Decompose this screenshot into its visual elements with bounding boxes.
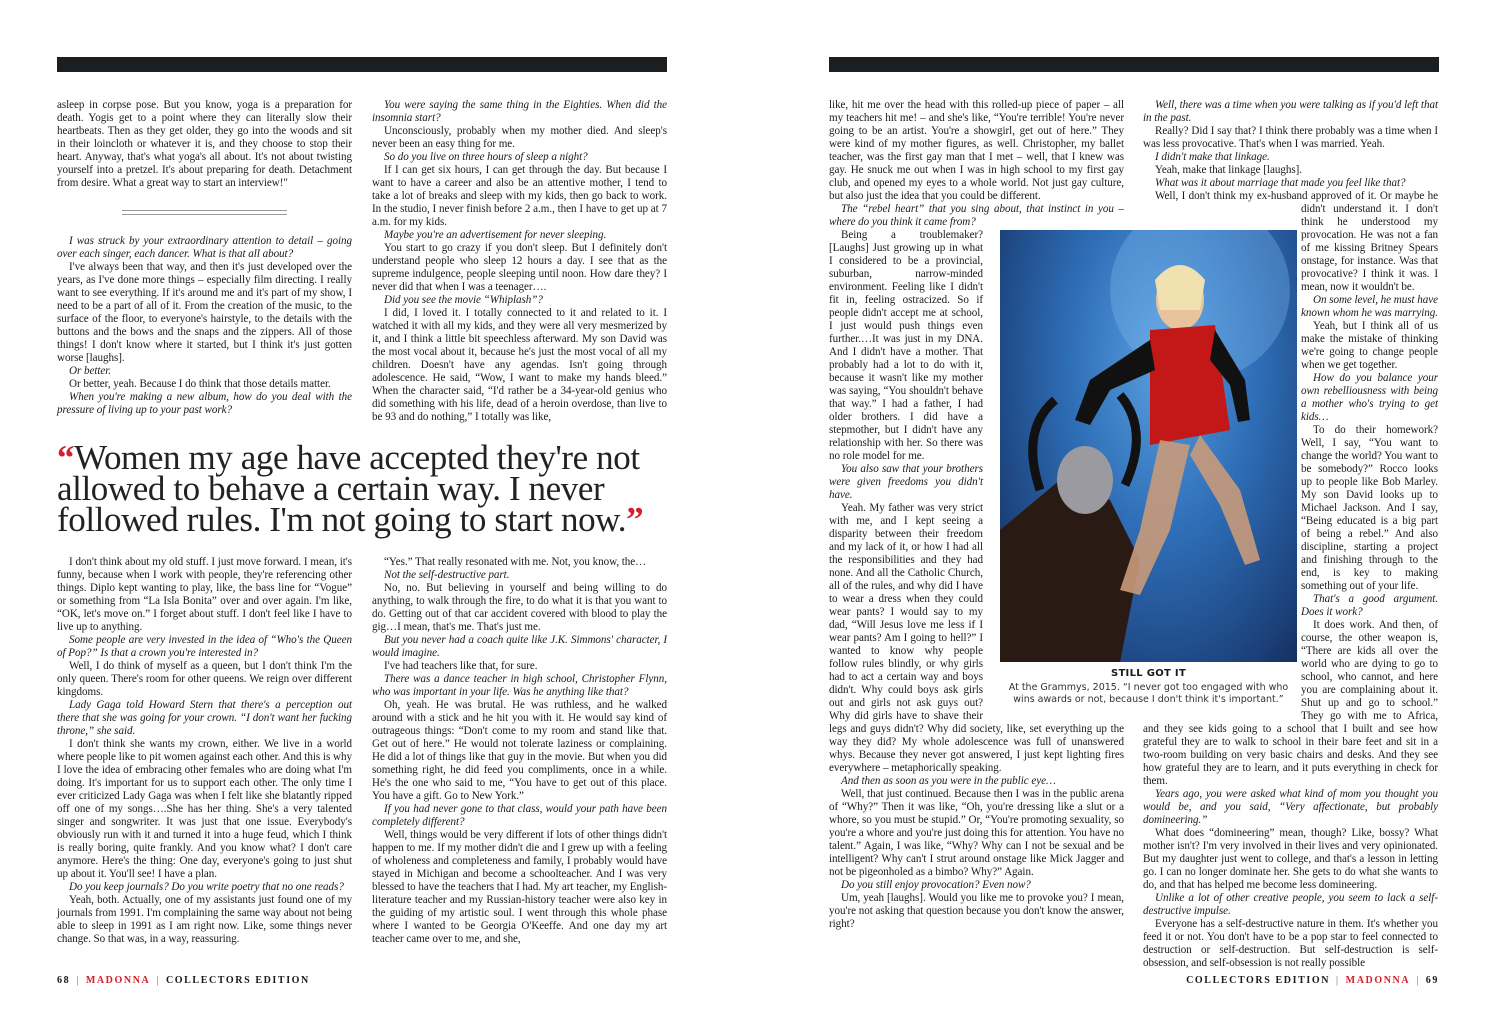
interview-answer: What does “domineering” mean, though? Like, bossy? What mother isn't? I'm very involved in their lives and very opinionated. But my daughter just went to college, and that's a lesson in letting go. I can no longer dominate her. She gets to do what she wants to do, and that has helped me become less domineering. — [1143, 827, 1438, 891]
interview-answer: Yeah, but I think all of us make the mistake of thinking we're going to change people when we get together. — [1301, 320, 1438, 371]
section-divider — [122, 210, 287, 215]
concert-photo — [1000, 230, 1297, 662]
interview-answer: Yeah, both. Actually, one of my assistants just found one of my journals from 1991. I'm complaining the same way about not being able to sleep in 1991 as I am right now. Like, some things never change. So that was, in a way, reassuring. — [57, 894, 352, 945]
left-col1-bottom — [57, 556, 352, 946]
left-footer: 68 | MADONNA | COLLECTORS EDITION — [57, 975, 310, 986]
interview-question: The “rebel heart” that you sing about, that instinct in you – where do you think it came from? — [829, 203, 1124, 228]
interview-question: Do you still enjoy provocation? Even now? — [841, 879, 1031, 891]
interview-answer: You start to go crazy if you don't sleep. But I definitely don't understand people who sleep 12 hours a day. I see that as the supreme indulgence, people sleeping until noon. How dare they? I never did that when I was a teenager…. — [372, 242, 667, 293]
left-col1-top — [57, 99, 352, 417]
interview-question: And then as soon as you were in the public eye… — [841, 775, 1056, 787]
interview-question: Did you see the movie “Whiplash”? — [384, 294, 543, 306]
interview-question: So do you live on three hours of sleep a night? — [384, 151, 588, 163]
interview-question: How do you balance your own rebelliousness with being a mother who's trying to get kids… — [1301, 372, 1438, 423]
interview-question: You were saying the same thing in the Eighties. When did the insomnia start? — [372, 99, 667, 124]
close-quote-mark: ” — [626, 500, 644, 539]
interview-question: If you had never gone to that class, would your path have been completely different? — [372, 803, 667, 828]
interview-answer: Being a troublemaker? [Laughs] Just growing up in what I considered to be a provincial, suburban, narrow-minded environment. Feeling like I didn't fit in, feeling ostracized. So if people didn't accept me at school, I just would push things even further.…It was just in my DNA. And I didn't have a mother. That probably had a lot to do with it, because it wasn't like my mother was saying, “You shouldn't behave that way.” I had a father, I had older brothers. I did have a stepmother, but I didn't have any relationship with her. So there was no role model for me. — [829, 229, 983, 462]
pull-quote — [57, 438, 677, 539]
interview-answer: like, hit me over the head with this rolled-up piece of paper – all my teachers hit me! – and she's like, “You're terrible! You're never going to be an artist. You're a showgirl, get out of here.” They were kind of my mother figures, as well. Christopher, my ballet teacher, was the first gay man that I met – well, that I knew was gay. He snuck me out when I was in high school to my first gay club, and opened my eyes to a whole world. Not just gay culture, but also just the idea that you could be different. — [829, 99, 1124, 202]
interview-answer: I don't think she wants my crown, either. We live in a world where people like to pit women against each other. And this is why I love the idea of embracing other females who are doing what I'm doing. It's important for us to support each other. The only time I ever criticized Lady Gaga was when I felt like she blatantly ripped off one of my songs….She has her thing. She's a very talented singer and songwriter. It was just that one issue. Everybody's obviously run with it and turned it into a huge feud, which I think is really boring, quite frankly. And you know what? I don't care anymore. Here's the thing: One day, everyone's going to just shut up about it. You'll see! I have a plan. — [57, 738, 352, 880]
interview-answer: Or better, yeah. Because I do think that those details matter. — [69, 378, 331, 390]
caption-text: At the Grammys, 2015. “I never got too engaged with who wins awards or not, because I don't think it's important.” — [1008, 682, 1289, 705]
interview-answer: Everyone has a self-destructive nature in them. It's whether you feed it or not. You don't have to be a pop star to feel connected to destruction or self-destruction. But self-destruction is self-obsession, and self-obsession is not really possible — [1143, 918, 1438, 969]
page-number: 69 — [1425, 975, 1439, 986]
interview-question: Or better. — [69, 365, 112, 377]
interview-answer: I don't think about my old stuff. I just move forward. I mean, it's funny, because when I work with people, they're referencing other things. Diplo kept wanting to play, like, the bass line for “Vogue” or something from “La Isla Bonita” over and over again. I'm like, “OK, let's move on.” I forget about stuff. I don't feel like I have to live up to anything. — [57, 556, 352, 633]
interview-answer: To do their homework? Well, I say, “You want to change the world? You want to be somebody?” Rocco looks up to people like Bob Marley. My son David looks up to Michael Jackson. And I say, “Being educated is a big part of being a rebel.” And also discipline, starting a project and finishing through to the end, is key to making something out of your life. — [1301, 424, 1438, 592]
interview-answer: I've had teachers like that, for sure. — [384, 660, 538, 672]
interview-question: That's a good argument. Does it work? — [1301, 593, 1438, 618]
page-number: 68 — [57, 975, 71, 986]
interview-answer: Unconsciously, probably when my mother died. And sleep's never been an easy thing for me. — [372, 125, 667, 150]
interview-question: Some people are very invested in the idea of “Who's the Queen of Pop?” Is that a crown you're interested in? — [57, 634, 352, 659]
footer-brand: MADONNA — [85, 975, 151, 986]
interview-question: What was it about marriage that made you feel like that? — [1155, 177, 1406, 189]
interview-question: I didn't make that linkage. — [1155, 151, 1270, 163]
interview-answer: Um, yeah [laughs]. Would you like me to provoke you? I mean, you're not asking that question because you don't know the answer, right? — [829, 892, 1124, 930]
photo-caption — [1000, 668, 1297, 706]
interview-answer: Well, things would be very different if lots of other things didn't happen to me. If my mother didn't die and I grew up with a feeling of wholeness and completeness and family, I probably would have stayed in Michigan and become a schoolteacher. And I was very blessed to have the teachers that I had. My art teacher, my English-literature teacher and my Russian-history teacher were also key in the guiding of my artistic soul. I went through this whole phase where I wanted to be Georgia O'Keeffe. And one day my art teacher came over to me, and she, — [372, 829, 667, 945]
caption-title: STILL GOT IT — [1110, 668, 1187, 679]
pull-quote-text: Women my age have accepted they're not allowed to behave a certain way. I never followed rules. I'm not going to start now. — [57, 438, 640, 539]
footer-edition: COLLECTORS EDITION — [1186, 975, 1331, 986]
interview-answer: Oh, yeah. He was brutal. He was ruthless, and he walked around with a stick and he hit you with it. He would say kind of outrageous things: “Don't come to my room and stand like that. Get out of here.” He would not tolerate laziness or complaining. He did a lot of things like that guy in the movie. But when you did something right, he did feed you compliments, once in a while. He's the one who said to me, “You have to get out of this place. You have a gift. Go to New York.” — [372, 699, 667, 802]
footer-edition: COLLECTORS EDITION — [165, 975, 310, 986]
interview-question: Not the self-destructive part. — [384, 569, 510, 581]
left-col2-bottom — [372, 556, 667, 946]
interview-answer: Well, I don't think my ex-husband approved of it. Or maybe he didn't understand it. I don't think he understood my provocation. He was not a fan of me kissing Britney Spears onstage, for instance. Was that provocative? I think it was. I mean, now it wouldn't be. — [1155, 190, 1438, 293]
interview-question: Do you keep journals? Do you write poetry that no one reads? — [69, 881, 344, 893]
right-footer: COLLECTORS EDITION | MADONNA | 69 — [1186, 975, 1439, 986]
interview-answer: I did, I loved it. I totally connected to it and related to it. I watched it with all my kids, and they were all very mesmerized by it, and I think a little bit speechless afterward. My son David was the most vocal about it, because he's just the most vocal of all my children. Doesn't have any agendas. Isn't going through adolescence. He said, “Wow, I want to make my hands bleed.” When the character said, “I'd rather be a 34-year-old genius who did something with his life, dead of a heroin overdose, than live to be 93 and do nothing,” I totally was like, — [372, 307, 667, 423]
interview-question: There was a dance teacher in high school, Christopher Flynn, who was important in your life. Was he anything like that? — [372, 673, 667, 698]
interview-answer: It does work. And then, of course, the other weapon is, “There are kids all over the world who are dying to go to school, who cannot, and here you are complaining about it. Shut up and go to school.” They go with me to Africa, and they see kids going to a school that I built and see how grateful they are to walk to school in their bare feet and sit in a two-room building on very basic chairs and desks. And they see how grateful they are to learn, and it puts everything in check for them. — [1143, 619, 1438, 787]
interview-answer: “Yes.” That really resonated with me. Not, you know, the… — [384, 556, 647, 568]
interview-question: Maybe you're an advertisement for never sleeping. — [384, 229, 607, 241]
interview-answer: Really? Did I say that? I think there probably was a time when I was less provocative. That's when I was married. Yeah. — [1143, 125, 1438, 150]
interview-question: Lady Gaga told Howard Stern that there's a perception out there that she was going for your crown. “I don't want her fucking throne,” she said. — [57, 699, 352, 737]
right-header-bar — [829, 57, 1439, 72]
open-quote-mark: “ — [57, 438, 75, 477]
left-header-bar — [57, 57, 667, 72]
interview-answer: No, no. But believing in yourself and being willing to do anything, to walk through the fire, to do what it is that you want to do. Getting out of that car accident covered with blood to play the gig…I mean, that's me. That's just me. — [372, 582, 667, 633]
interview-question: Unlike a lot of other creative people, you seem to lack a self-destructive impulse. — [1143, 892, 1438, 917]
interview-question: When you're making a new album, how do you deal with the pressure of living up to your past work? — [57, 391, 352, 416]
interview-question: You also saw that your brothers were given freedoms you didn't have. — [829, 463, 983, 501]
left-col2-top — [372, 99, 667, 424]
interview-question: Years ago, you were asked what kind of mom you thought you would be, and you said, “Very affectionate, but probably domineering.” — [1143, 788, 1438, 826]
interview-answer: Yeah, make that linkage [laughs]. — [1155, 164, 1302, 176]
interview-answer: Well, that just continued. Because then I was in the public arena of “Why?” Then it was like, “Oh, you're dressing like a slut or a whore, so you must be stupid.” Or, “You're promoting sexuality, so you're a whore and you're just doing this for attention. You have no talent.” Again, I was like, “Why? Why can I not be sexual and be intelligent? Why can't I strut around onstage like Mick Jagger and not be pigeonholed as a bimbo? Why?” Again. — [829, 788, 1124, 878]
interview-answer: I've always been that way, and then it's just developed over the years, as I've done more things – especially film directing. I really want to see everything. If it's around me and it's part of my show, I need to be a part of all of it. From the creation of the music, to the surface of the floor, to everyone's hairstyle, to the details with the buttons and the bows and the snaps and the zippers. All of those things! I don't know where it started, but I think it's just gotten worse [laughs]. — [57, 261, 352, 364]
interview-answer: asleep in corpse pose. But you know, yoga is a preparation for death. Yogis get to a point where they can literally slow their heartbeats. Then as they get older, they go into the woods and sit in their loincloth or whatever it is, and they choose to stop their heart. Anyway, that's what yoga's all about. It's not about twisting yourself into a pretzel. It's about preparing for death. Detachment from desire. What a great way to start an interview!" — [57, 99, 352, 189]
interview-question: On some level, he must have known whom he was marrying. — [1301, 294, 1439, 319]
interview-answer: If I can get six hours, I can get through the day. But because I want to have a career and also be an attentive mother, I tend to take a lot of breaks and sleep with my kids, then go back to work. In the studio, I never finish before 2 a.m., then I have to get up at 7 a.m. for my kids. — [372, 164, 667, 228]
interview-question: But you never had a coach quite like J.K. Simmons' character, I would imagine. — [372, 634, 667, 659]
interview-question: Well, there was a time when you were talking as if you'd left that in the past. — [1143, 99, 1438, 124]
footer-brand: MADONNA — [1345, 975, 1411, 986]
interview-answer: Yeah. My father was very strict with me, and I kept seeing a disparity between their freedom and my lack of it, or how I had all the responsibilities and they had none. And all the Catholic Church, all of the rules, and why did I have to wear a dress when they could wear pants? I would say to my dad, “Will Jesus love me less if I wear pants? Am I going to hell?” I wanted to know why people follow rules blindly, or why girls had to act a certain way and boys didn't. Why could boys ask girls out and girls not ask guys out? Why did girls have to shave their legs and guys didn't? Why did society, like, set everything up the way they did? My whole adolescence was full of unanswered whys. Because they never got answered, I just kept lighting fires everywhere – metaphorically speaking. — [829, 502, 1124, 774]
interview-answer: Well, I do think of myself as a queen, but I don't think I'm the only queen. There's room for other queens. We reign over different kingdoms. — [57, 660, 352, 698]
interview-question: I was struck by your extraordinary attention to detail – going over each singer, each dancer. What is that all about? — [57, 235, 352, 260]
